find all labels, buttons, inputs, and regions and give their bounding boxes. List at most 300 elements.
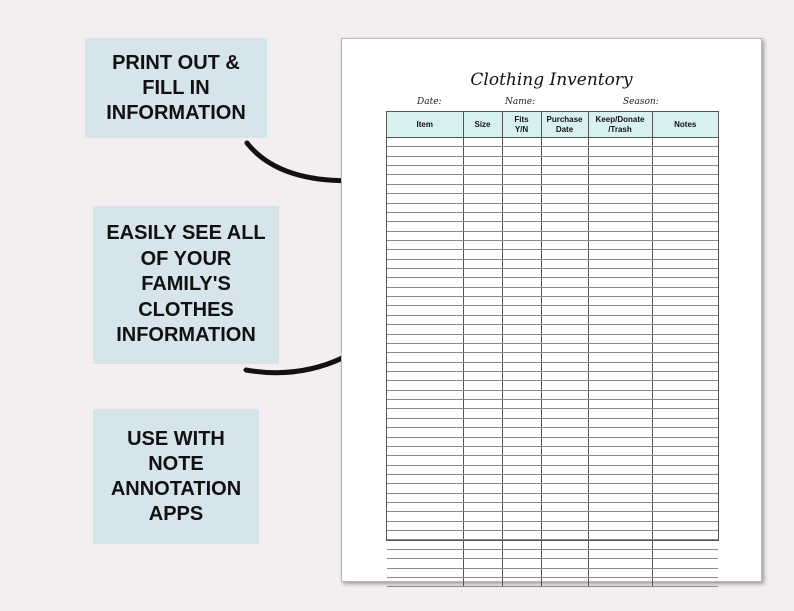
- date-label: Date:: [417, 97, 442, 107]
- table-row: [387, 269, 718, 278]
- table-cell: [387, 325, 463, 334]
- table-cell: [463, 531, 502, 540]
- table-cell: [541, 166, 588, 175]
- column-label: Fits Y/N: [514, 114, 529, 134]
- table-cell: [387, 362, 463, 371]
- table-cell: [588, 297, 652, 306]
- table-cell: [387, 409, 463, 418]
- table-row: [387, 512, 718, 521]
- table-cell: [502, 437, 541, 446]
- table-cell: [652, 156, 718, 165]
- table-cell: [387, 390, 463, 399]
- table-cell: [463, 456, 502, 465]
- table-cell: [463, 287, 502, 296]
- table-cell: [652, 184, 718, 193]
- table-cell: [652, 465, 718, 474]
- table-cell: [502, 428, 541, 437]
- table-cell: [541, 418, 588, 427]
- table-cell: [502, 325, 541, 334]
- table-cell: [588, 381, 652, 390]
- table-cell: [652, 306, 718, 315]
- table-cell: [502, 362, 541, 371]
- table-cell: [652, 484, 718, 493]
- table-cell: [588, 240, 652, 249]
- table-cell: [502, 503, 541, 512]
- table-cell: [387, 240, 463, 249]
- table-cell: [502, 456, 541, 465]
- table-row: [387, 315, 718, 324]
- table-cell: [541, 138, 588, 147]
- callout-text: USE WITH NOTE ANNOTATION APPS: [110, 427, 242, 525]
- table-cell: [652, 287, 718, 296]
- table-cell: [541, 531, 588, 540]
- table-cell: [588, 484, 652, 493]
- table-cell: [387, 212, 463, 221]
- table-cell: [588, 559, 652, 568]
- table-cell: [541, 437, 588, 446]
- table-cell: [541, 428, 588, 437]
- table-row: [387, 250, 718, 259]
- table-row: [387, 353, 718, 362]
- table-cell: [387, 353, 463, 362]
- table-row: [387, 503, 718, 512]
- table-cell: [652, 203, 718, 212]
- table-cell: [387, 287, 463, 296]
- table-cell: [588, 325, 652, 334]
- table-cell: [463, 493, 502, 502]
- table-cell: [387, 446, 463, 455]
- table-cell: [463, 240, 502, 249]
- table-cell: [588, 175, 652, 184]
- table-cell: [588, 446, 652, 455]
- column-label: Size: [474, 119, 491, 129]
- table-cell: [588, 287, 652, 296]
- table-cell: [588, 456, 652, 465]
- table-cell: [541, 240, 588, 249]
- table-cell: [463, 212, 502, 221]
- table-cell: [541, 184, 588, 193]
- table-cell: [502, 156, 541, 165]
- table-cell: [588, 512, 652, 521]
- table-cell: [463, 549, 502, 558]
- table-cell: [652, 166, 718, 175]
- table-cell: [502, 231, 541, 240]
- table-cell: [541, 306, 588, 315]
- table-row: [387, 559, 718, 568]
- table-cell: [588, 503, 652, 512]
- table-cell: [502, 540, 541, 549]
- table-row: [387, 287, 718, 296]
- table-cell: [652, 278, 718, 287]
- table-cell: [588, 521, 652, 530]
- table-cell: [588, 362, 652, 371]
- table-cell: [502, 400, 541, 409]
- column-label: Keep/Donate /Trash: [595, 114, 645, 134]
- table-cell: [387, 138, 463, 147]
- table-cell: [502, 306, 541, 315]
- table-cell: [387, 549, 463, 558]
- table-cell: [588, 250, 652, 259]
- table-cell: [463, 222, 502, 231]
- table-cell: [541, 371, 588, 380]
- column-header-notes: [652, 112, 718, 138]
- table-cell: [502, 474, 541, 483]
- table-cell: [588, 353, 652, 362]
- table-cell: [652, 334, 718, 343]
- table-cell: [387, 334, 463, 343]
- table-cell: [387, 456, 463, 465]
- column-label: Notes: [674, 119, 697, 129]
- table-cell: [652, 212, 718, 221]
- table-cell: [541, 400, 588, 409]
- table-cell: [541, 334, 588, 343]
- table-cell: [652, 474, 718, 483]
- table-cell: [463, 353, 502, 362]
- table-cell: [652, 315, 718, 324]
- table-cell: [463, 474, 502, 483]
- table-cell: [588, 138, 652, 147]
- column-header-size: [463, 112, 502, 138]
- table-cell: [502, 269, 541, 278]
- table-row: [387, 166, 718, 175]
- table-cell: [387, 184, 463, 193]
- table-cell: [387, 559, 463, 568]
- callout-text: EASILY SEE ALL OF YOUR FAMILY'S CLOTHES INFORMATION: [106, 222, 266, 347]
- table-cell: [541, 446, 588, 455]
- table-cell: [502, 484, 541, 493]
- table-cell: [463, 278, 502, 287]
- table-cell: [541, 194, 588, 203]
- table-cell: [588, 259, 652, 268]
- table-cell: [652, 353, 718, 362]
- table-cell: [463, 437, 502, 446]
- table-cell: [387, 278, 463, 287]
- table-cell: [652, 493, 718, 502]
- table-cell: [652, 390, 718, 399]
- table-cell: [502, 175, 541, 184]
- table-cell: [387, 259, 463, 268]
- table-cell: [588, 465, 652, 474]
- table-cell: [387, 343, 463, 352]
- table-cell: [502, 250, 541, 259]
- table-cell: [502, 343, 541, 352]
- table-cell: [541, 381, 588, 390]
- table-cell: [588, 278, 652, 287]
- table-cell: [541, 278, 588, 287]
- table-cell: [387, 166, 463, 175]
- table-cell: [502, 353, 541, 362]
- table-cell: [387, 194, 463, 203]
- table-row: [387, 222, 718, 231]
- table-cell: [387, 306, 463, 315]
- table-cell: [387, 231, 463, 240]
- table-cell: [541, 362, 588, 371]
- table-cell: [652, 259, 718, 268]
- table-row: [387, 156, 718, 165]
- table-cell: [588, 409, 652, 418]
- table-row: [387, 409, 718, 418]
- table-cell: [652, 222, 718, 231]
- table-cell: [387, 222, 463, 231]
- table-cell: [502, 512, 541, 521]
- table-body: [387, 138, 718, 587]
- table-cell: [588, 315, 652, 324]
- table-cell: [541, 503, 588, 512]
- table-cell: [541, 175, 588, 184]
- table-cell: [652, 409, 718, 418]
- table-cell: [541, 512, 588, 521]
- table-cell: [652, 240, 718, 249]
- table-cell: [502, 166, 541, 175]
- table-row: [387, 540, 718, 549]
- table-cell: [652, 418, 718, 427]
- table-cell: [541, 465, 588, 474]
- column-label: Purchase Date: [546, 114, 583, 134]
- table-cell: [502, 297, 541, 306]
- table-cell: [652, 138, 718, 147]
- table-row: [387, 465, 718, 474]
- table-cell: [541, 222, 588, 231]
- table-cell: [541, 353, 588, 362]
- callout-easily-see: [93, 206, 279, 364]
- table-cell: [541, 315, 588, 324]
- table-cell: [541, 325, 588, 334]
- table-row: [387, 400, 718, 409]
- table-cell: [463, 166, 502, 175]
- table-cell: [463, 138, 502, 147]
- table-row: [387, 484, 718, 493]
- table-cell: [502, 334, 541, 343]
- name-label: Name:: [505, 97, 536, 107]
- table-cell: [588, 437, 652, 446]
- table-cell: [652, 325, 718, 334]
- table-cell: [387, 400, 463, 409]
- table-cell: [387, 540, 463, 549]
- sheet-title: Clothing Inventory: [470, 70, 633, 90]
- table-cell: [387, 428, 463, 437]
- table-cell: [387, 381, 463, 390]
- table-cell: [463, 156, 502, 165]
- table-cell: [387, 465, 463, 474]
- table-row: [387, 212, 718, 221]
- table-row: [387, 175, 718, 184]
- table-cell: [652, 512, 718, 521]
- table-cell: [502, 409, 541, 418]
- table-row: [387, 194, 718, 203]
- table-row: [387, 474, 718, 483]
- table-cell: [652, 343, 718, 352]
- table-cell: [588, 147, 652, 156]
- table-row: [387, 428, 718, 437]
- table-cell: [387, 175, 463, 184]
- table-cell: [588, 166, 652, 175]
- table-cell: [541, 484, 588, 493]
- table-cell: [502, 184, 541, 193]
- table-cell: [541, 297, 588, 306]
- table-cell: [652, 549, 718, 558]
- table-cell: [652, 269, 718, 278]
- table-row: [387, 184, 718, 193]
- table-cell: [541, 212, 588, 221]
- table-cell: [502, 446, 541, 455]
- table-cell: [588, 400, 652, 409]
- table-row: [387, 325, 718, 334]
- table-row: [387, 437, 718, 446]
- table-cell: [463, 577, 502, 586]
- table-cell: [588, 222, 652, 231]
- table-cell: [387, 437, 463, 446]
- table-cell: [652, 381, 718, 390]
- table-cell: [652, 194, 718, 203]
- table-cell: [463, 147, 502, 156]
- table-cell: [541, 540, 588, 549]
- table-row: [387, 259, 718, 268]
- table-cell: [502, 549, 541, 558]
- table-cell: [502, 278, 541, 287]
- table-cell: [588, 343, 652, 352]
- table-row: [387, 456, 718, 465]
- table-cell: [541, 559, 588, 568]
- table-cell: [463, 371, 502, 380]
- table-cell: [463, 418, 502, 427]
- table-cell: [652, 531, 718, 540]
- table-cell: [541, 147, 588, 156]
- table-row: [387, 147, 718, 156]
- table-cell: [502, 315, 541, 324]
- table-cell: [541, 493, 588, 502]
- table-cell: [387, 493, 463, 502]
- table-cell: [588, 194, 652, 203]
- table-cell: [387, 250, 463, 259]
- table-cell: [502, 559, 541, 568]
- table-row: [387, 203, 718, 212]
- table-cell: [387, 156, 463, 165]
- table-row: [387, 521, 718, 530]
- table-row: [387, 531, 718, 540]
- column-header-fits: [502, 112, 541, 138]
- table-cell: [502, 259, 541, 268]
- table-cell: [387, 269, 463, 278]
- table-cell: [463, 465, 502, 474]
- table-cell: [588, 428, 652, 437]
- table-cell: [463, 334, 502, 343]
- table-cell: [541, 456, 588, 465]
- table-cell: [652, 147, 718, 156]
- table-cell: [652, 437, 718, 446]
- table-cell: [387, 577, 463, 586]
- column-header-purchase-date: [541, 112, 588, 138]
- table-cell: [588, 212, 652, 221]
- table-cell: [463, 343, 502, 352]
- table-cell: [502, 203, 541, 212]
- table-cell: [588, 203, 652, 212]
- table-cell: [588, 531, 652, 540]
- table-cell: [463, 297, 502, 306]
- table-cell: [387, 315, 463, 324]
- table-cell: [588, 540, 652, 549]
- table-cell: [463, 521, 502, 530]
- table-cell: [463, 381, 502, 390]
- callout-note-apps: [93, 409, 259, 544]
- table-cell: [541, 250, 588, 259]
- table-row: [387, 381, 718, 390]
- table-cell: [502, 493, 541, 502]
- table-row: [387, 231, 718, 240]
- table-cell: [588, 549, 652, 558]
- table-cell: [541, 269, 588, 278]
- table-cell: [541, 156, 588, 165]
- table-cell: [463, 484, 502, 493]
- table-cell: [588, 577, 652, 586]
- column-header-keep-donate-trash: [588, 112, 652, 138]
- table-cell: [463, 446, 502, 455]
- table-cell: [502, 418, 541, 427]
- table-cell: [463, 512, 502, 521]
- table-cell: [463, 175, 502, 184]
- table-cell: [588, 269, 652, 278]
- table-row: [387, 446, 718, 455]
- inventory-table: [386, 111, 719, 541]
- table-cell: [652, 250, 718, 259]
- table-cell: [463, 428, 502, 437]
- table-cell: [588, 493, 652, 502]
- table-cell: [652, 371, 718, 380]
- table-cell: [387, 512, 463, 521]
- table-cell: [588, 306, 652, 315]
- table-cell: [387, 203, 463, 212]
- table-cell: [652, 446, 718, 455]
- table-cell: [463, 259, 502, 268]
- table-cell: [541, 474, 588, 483]
- table-cell: [502, 212, 541, 221]
- callout-print-out: [85, 38, 267, 138]
- table-cell: [387, 474, 463, 483]
- table-row: [387, 568, 718, 577]
- table-cell: [541, 287, 588, 296]
- table-cell: [541, 203, 588, 212]
- table-cell: [502, 194, 541, 203]
- table-cell: [541, 568, 588, 577]
- table-cell: [652, 231, 718, 240]
- table-header-row: [387, 112, 718, 138]
- table-cell: [652, 362, 718, 371]
- table-cell: [588, 371, 652, 380]
- table-cell: [387, 147, 463, 156]
- table-cell: [463, 325, 502, 334]
- table-cell: [387, 484, 463, 493]
- table-cell: [463, 184, 502, 193]
- table-row: [387, 549, 718, 558]
- table-cell: [652, 559, 718, 568]
- table-cell: [463, 194, 502, 203]
- table-row: [387, 577, 718, 586]
- table-cell: [463, 390, 502, 399]
- callout-text: PRINT OUT & FILL IN INFORMATION: [106, 51, 246, 124]
- table-cell: [588, 156, 652, 165]
- table-cell: [541, 231, 588, 240]
- table-row: [387, 390, 718, 399]
- table-cell: [502, 577, 541, 586]
- table-cell: [463, 250, 502, 259]
- table-row: [387, 278, 718, 287]
- table-cell: [541, 390, 588, 399]
- table-cell: [588, 568, 652, 577]
- table-cell: [387, 531, 463, 540]
- table-cell: [463, 400, 502, 409]
- table-row: [387, 297, 718, 306]
- table-row: [387, 362, 718, 371]
- table-cell: [502, 138, 541, 147]
